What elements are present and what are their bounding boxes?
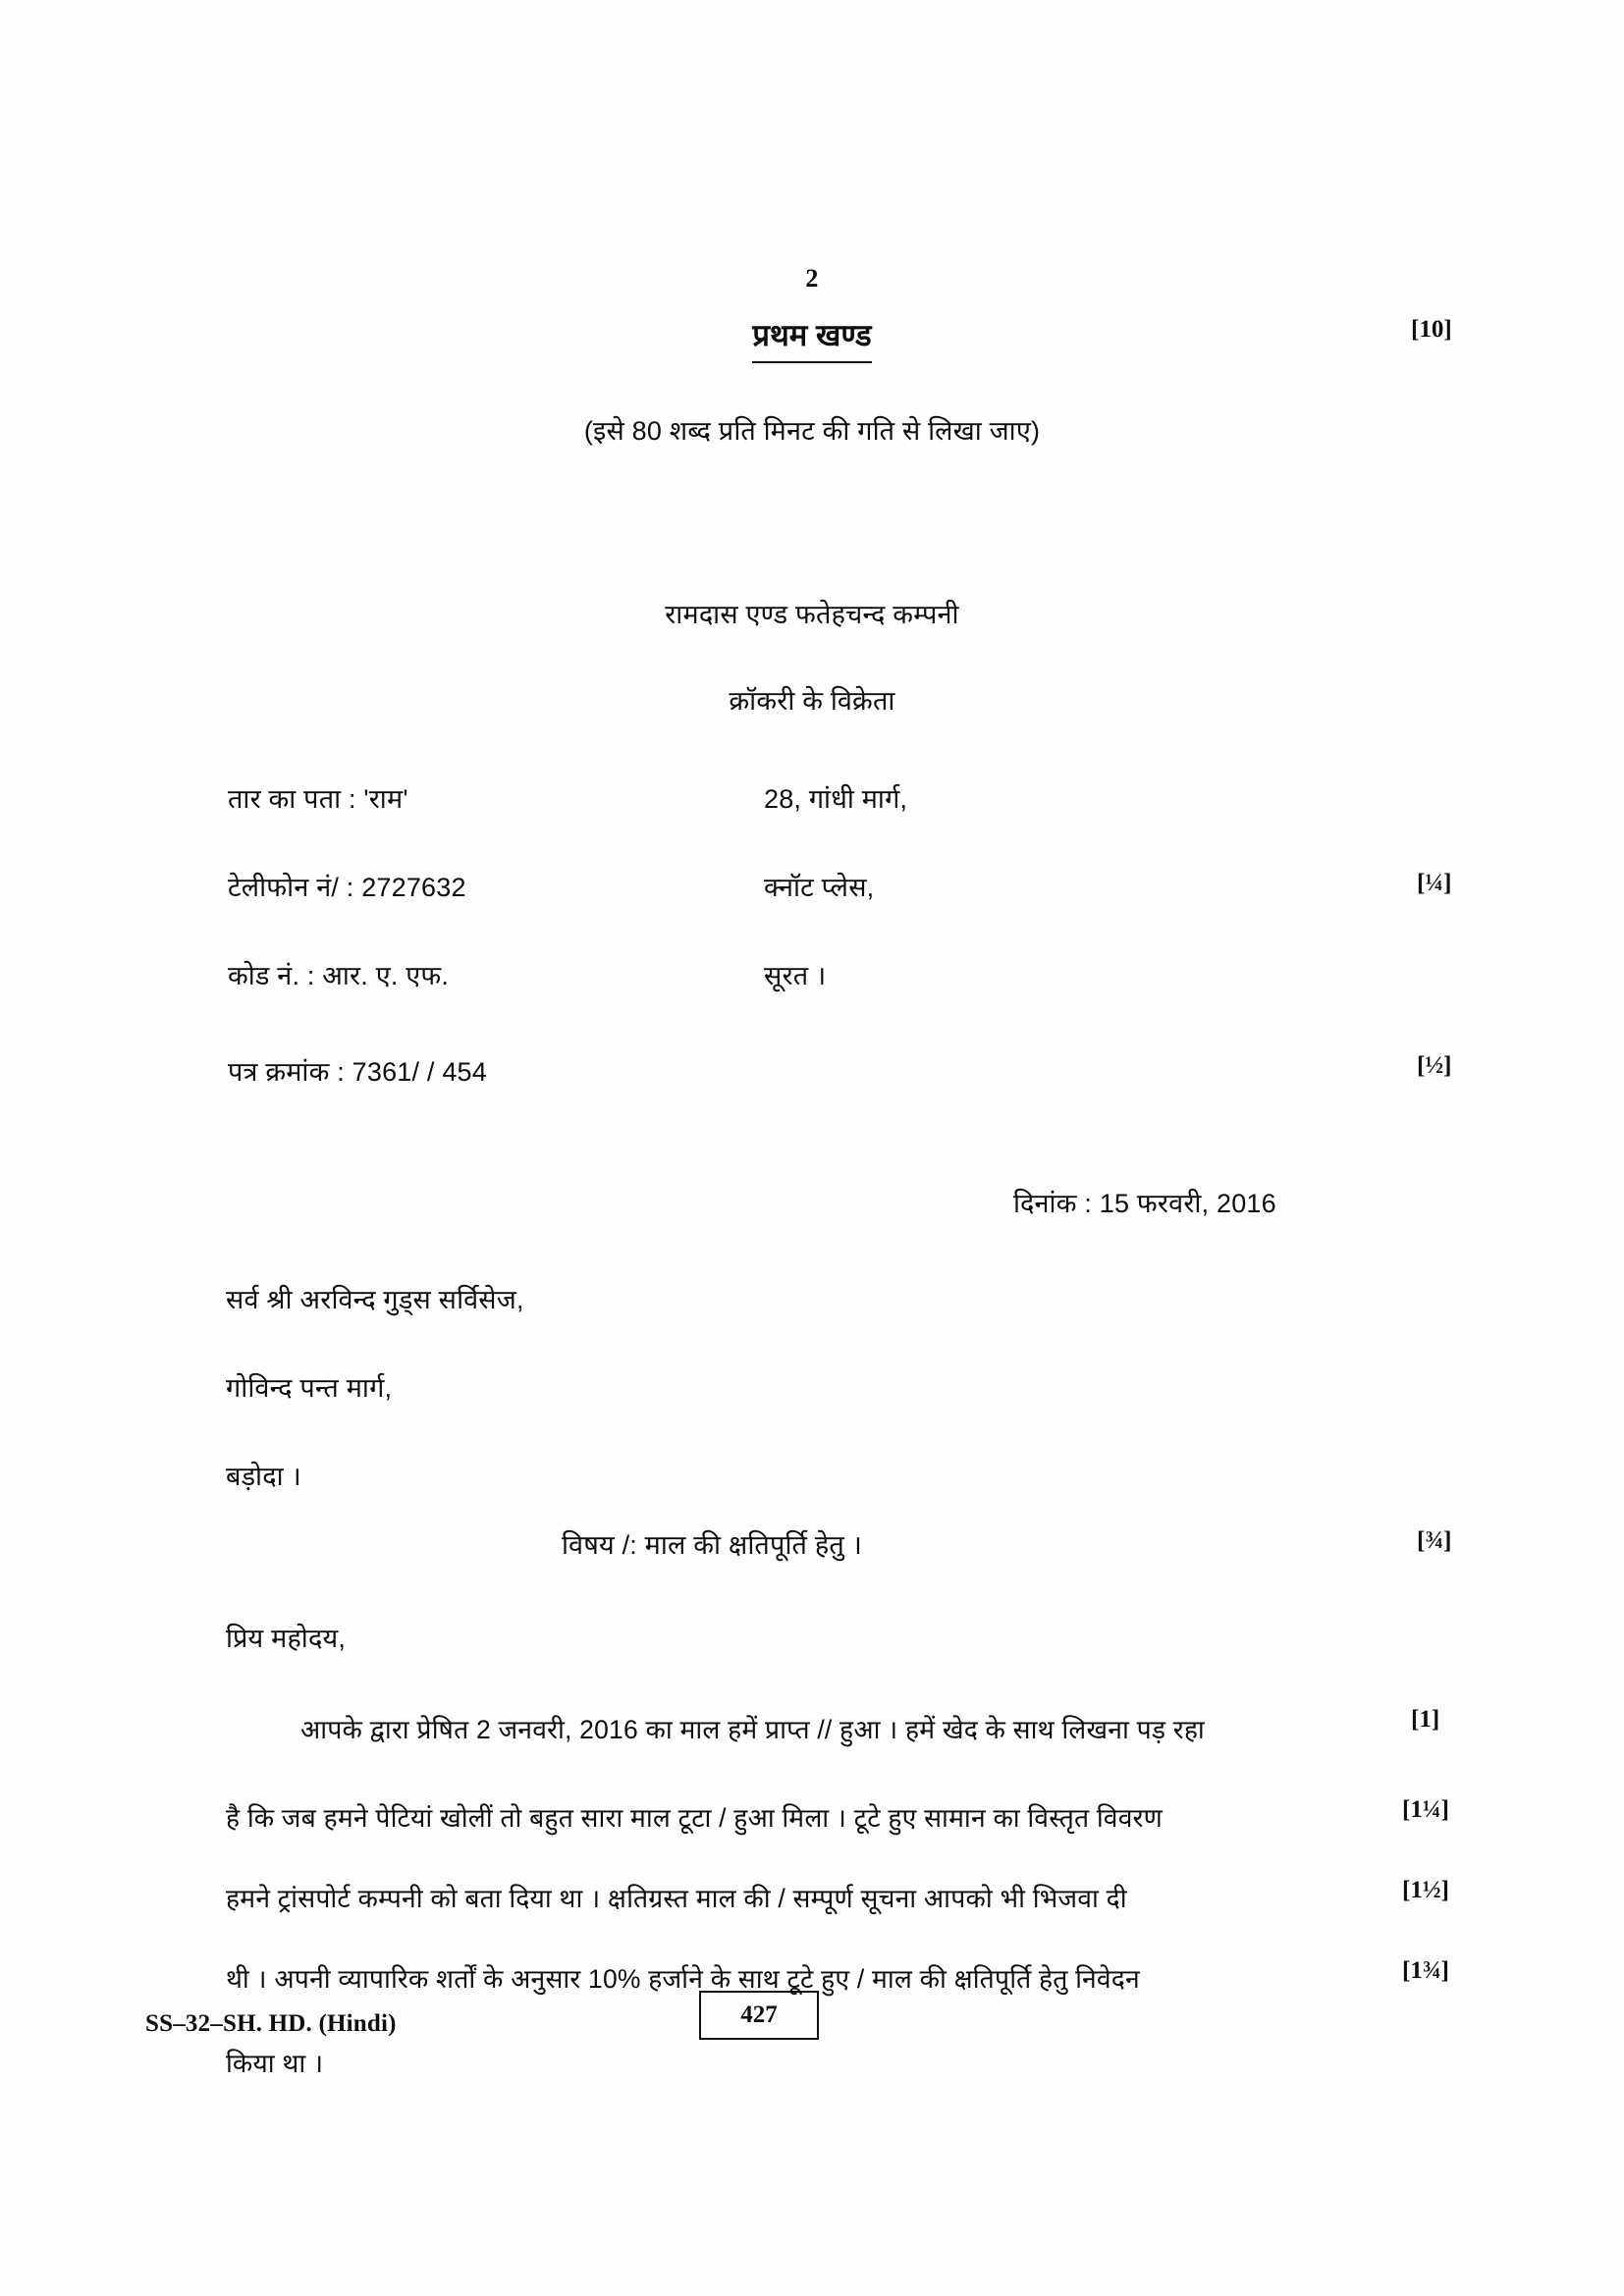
body-line-1: आपके द्वारा प्रेषित 2 जनवरी, 2016 का माल हमें प्राप्त // हुआ । हमें खेद के साथ लिखना पड़ रहा xyxy=(300,1715,1205,1744)
body-line-4: थी । अपनी व्यापारिक शर्तों के अनुसार 10% हर्जाने के साथ टूटे हुए / माल की क्षतिपूर्ति हेतु निवेदन xyxy=(226,1964,1140,1994)
speed-instruction: (इसे 80 शब्द प्रति मिनट की गति से लिखा जाए) xyxy=(583,416,1041,446)
section-title: प्रथम खण्ड xyxy=(752,314,871,363)
marks-quarter: [¼] xyxy=(1417,870,1452,896)
city-line: सूरत । xyxy=(764,961,827,990)
locality-line: क्नॉट प्लेस, xyxy=(764,873,875,902)
body-marks-2: [1¼] xyxy=(1402,1796,1449,1823)
company-name: रामदास एण्ड फतेहचन्द कम्पनी xyxy=(665,600,959,629)
date-line: दिनांक : 15 फरवरी, 2016 xyxy=(1013,1189,1276,1218)
company-subtitle: क्रॉकरी के विक्रेता xyxy=(729,686,895,716)
page-number: 2 xyxy=(805,264,819,293)
subject-line: विषय /: माल की क्षतिपूर्ति हेतु । xyxy=(562,1530,863,1560)
section-marks: [10] xyxy=(1411,316,1452,343)
body-marks-3: [1½] xyxy=(1402,1877,1449,1903)
letter-number: पत्र क्रमांक : 7361/ / 454 xyxy=(228,1057,487,1087)
subject-marks: [¾] xyxy=(1417,1527,1452,1554)
body-marks-4: [1¾] xyxy=(1402,1957,1449,1984)
recipient-name: सर्व श्री अरविन्द गुड्स सर्विसेज, xyxy=(226,1285,524,1314)
body-line-5: किया था । xyxy=(226,2049,324,2078)
body-marks-1: [1] xyxy=(1411,1706,1440,1733)
street-address-line: 28, गांधी मार्ग, xyxy=(764,784,908,814)
salutation: प्रिय महोदय, xyxy=(226,1624,347,1653)
page-number-box: 427 xyxy=(699,1991,819,2040)
recipient-city: बड़ोदा । xyxy=(226,1462,301,1491)
paper-code: SS–32–SH. HD. (Hindi) xyxy=(145,2010,397,2037)
section-title-container xyxy=(0,314,1624,363)
telegraph-address-line: तार का पता : 'राम' xyxy=(228,784,408,814)
body-line-3: हमने ट्रांसपोर्ट कम्पनी को बता दिया था । क्षतिग्रस्त माल की / सम्पूर्ण सूचना आपको भी भिजवा दी xyxy=(226,1884,1127,1913)
recipient-street: गोविन्द पन्त मार्ग, xyxy=(226,1373,393,1403)
telephone-line: टेलीफोन नं/ : 2727632 xyxy=(228,873,466,902)
marks-half: [½] xyxy=(1417,1052,1452,1079)
body-line-2: है कि जब हमने पेटियां खोलीं तो बहुत सारा माल टूटा / हुआ मिला । टूटे हुए सामान का विस्तृत विवरण xyxy=(226,1803,1164,1833)
code-number-line: कोड नं. : आर. ए. एफ. xyxy=(228,961,450,990)
